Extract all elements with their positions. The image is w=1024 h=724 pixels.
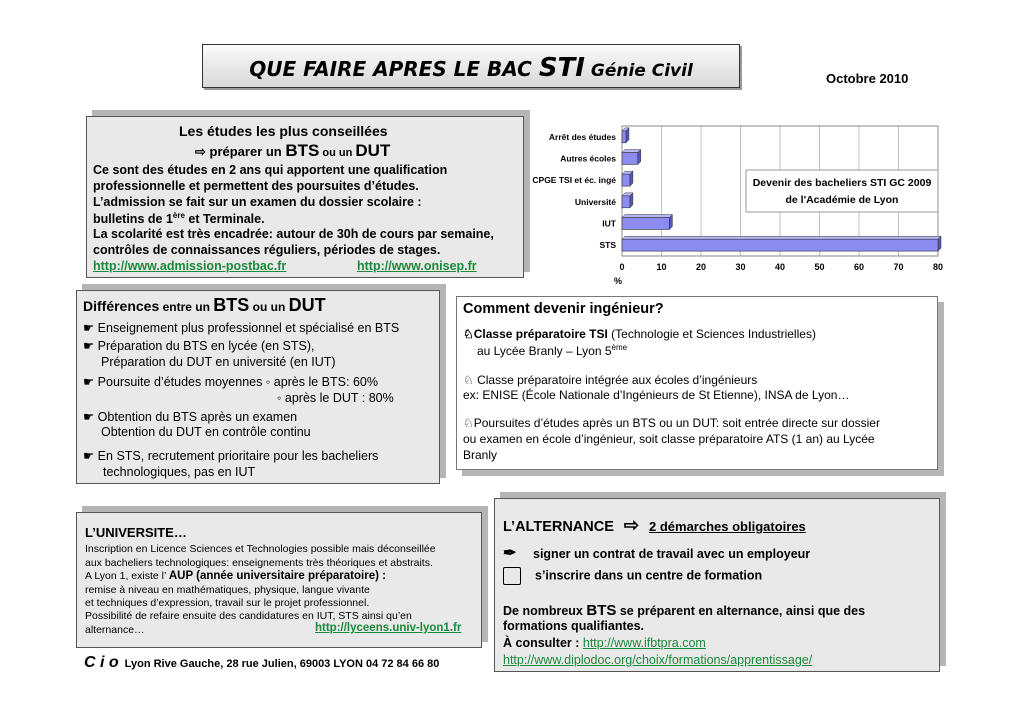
differences-item-5b: technologiques, pas en IUT [103,465,256,479]
differences-item-4a: ☛ Obtention du BTS après un examen [83,410,298,424]
bar-5 [622,239,938,251]
bar-side [630,193,633,208]
page-title [203,53,739,83]
universite-line-2: aux bacheliers technologiques: enseignements très théoriques et abstraits. [85,557,433,569]
category-label: Autres écoles [560,153,616,164]
universite-line-5: et techniques d’expression, travail sur le projet professionnel. [85,597,370,609]
title-text-3: Génie Civil [584,61,693,81]
ingenieur-item-3b: ou examen en école d’ingénieur, soit classe préparatoire ATS (1 an) au Lycée [463,432,875,446]
chart-title-line-1: Devenir des bacheliers STI GC 2009 [752,177,932,189]
alternance-text-2: formations qualifiantes. [503,619,644,633]
title-banner [202,44,740,88]
differences-item-4b: Obtention du DUT en contrôle continu [101,425,311,439]
diplodoc-link-row [503,653,812,667]
x-tick-label: 60 [853,262,865,272]
bar-side [938,236,941,251]
etudes-panel [86,116,524,278]
alternance-title: L’ALTERNANCE ⇨ 2 démarches obligatoires [503,515,806,535]
alternance-step-1: ✒ signer un contrat de travail avec un employeur [503,545,811,562]
date-label: Octobre 2010 [826,71,909,86]
bar-1 [622,153,638,165]
bar-side [626,128,629,143]
bar-4 [622,218,669,230]
etudes-line-1: Ce sont des études en 2 ans qui apportent une qualification [93,163,448,177]
etudes-line-2: professionnelle et permettent des poursuites d’études. [93,179,419,193]
differences-item-2b: Préparation du DUT en université (en IUT) [101,355,336,369]
ingenieur-item-2b: ex: ENISE (École Nationale d’Ingénieurs de St Etienne), INSA de Lyon… [463,388,850,402]
title-text-sti: STI [538,53,585,83]
bar-0 [622,131,626,143]
ingenieur-item-1b: au Lycée Branly – Lyon 5ème [477,343,628,358]
differences-item-2a: ☛ Préparation du BTS en lycée (en STS), [83,339,315,353]
etudes-line-5: La scolarité est très encadrée: autour de 30h de cours par semaine, [93,227,494,241]
ingenieur-item-2: ♘ Classe préparatoire intégrée aux écoles d’ingénieurs [463,373,758,387]
differences-item-5a: ☛ En STS, recrutement prioritaire pour les bacheliers [83,449,379,463]
ingenieur-item-3a: ♘Poursuites d’études après un BTS ou un DUT: soit entrée directe sur dossier [463,416,880,430]
x-tick-label: 30 [735,262,746,272]
bar-side [638,150,641,165]
category-label: Arrêt des études [548,131,616,142]
onisep-link[interactable]: http://www.onisep.fr [357,259,477,273]
bar-side [669,215,672,230]
category-label: STS [599,240,616,251]
ingenieur-title: Comment devenir ingénieur? [463,301,664,317]
alternance-panel [494,498,940,672]
admission-postbac-link[interactable]: http://www.admission-postbac.fr [93,259,287,273]
universite-line-4: remise à niveau en mathématiques, physique, langue vivante [85,584,370,596]
devenir-bar-chart [530,122,950,292]
x-tick-label: 70 [893,262,904,272]
universite-line-6: Possibilité de refaire ensuite des candidatures en IUT, STS ainsi qu’en [85,610,412,622]
ingenieur-item-1: ♘Classe préparatoire TSI (Technologie et Sciences Industrielles) [463,327,816,341]
etudes-line-4: bulletins de 1ère et Terminale. [93,211,265,227]
universite-panel [76,512,482,648]
category-label: Université [574,196,616,207]
bar-top [622,215,672,218]
bar-3 [622,196,630,208]
footer-address-text: Lyon Rive Gauche, 28 rue Julien, 69003 LYON 04 72 84 66 80 [124,658,440,670]
calendar-icon [503,567,521,585]
etudes-line-6: contrôles de connaissances réguliers, périodes de stages. [93,243,441,257]
x-tick-label: 20 [695,262,707,272]
x-tick-label: 50 [814,262,825,272]
ifbtpra-link[interactable]: http://www.ifbtpra.com [582,636,706,650]
ingenieur-item-3c: Branly [463,448,498,462]
x-tick-label: 80 [932,262,944,272]
x-tick-label: 0 [619,262,625,272]
chart-x-axis-label: % [614,276,623,286]
arrow-right-icon: ⇨ [623,515,639,535]
etudes-line-3: L’admission se fait sur un examen du dossier scolaire : [93,195,422,209]
differences-item-1: ☛ Enseignement plus professionnel et spécialisé en BTS [83,321,400,335]
alternance-step-2: s’inscrire dans un centre de formation [503,567,762,585]
differences-title: Différences entre un BTS ou un DUT [83,295,326,315]
universite-line-3: A Lyon 1, existe l’ AUP (année universitaire préparatoire) : [85,570,386,582]
differences-item-3a: ☛ Poursuite d’études moyennes ◦ après le BTS: 60% [83,375,378,389]
universite-line-1: Inscription en Licence Sciences et Technologies possible mais déconseillée [85,543,436,555]
lyceens-univ-lyon1-link[interactable]: http://lyceens.univ-lyon1.fr [315,622,462,634]
ingenieur-panel [456,296,938,470]
bar-top [622,236,941,239]
footer-address [84,654,439,672]
category-label: IUT [602,218,616,229]
alternance-consult: À consulter : http://www.ifbtpra.com [503,636,706,650]
title-text-1: QUE FAIRE APRES LE BAC [249,57,539,81]
etudes-title: Les études les plus conseillées [179,123,388,139]
x-tick-label: 10 [656,262,667,272]
cio-logo: C i o [84,654,119,671]
universite-line-7: alternance… [85,624,145,636]
diplodoc-link[interactable]: http://www.diplodoc.org/choix/formations/apprentissage/ [503,653,813,667]
etudes-subtitle: ⇨ préparer un BTS ou un DUT [195,141,391,160]
bar-side [630,171,633,186]
differences-panel [76,290,440,484]
category-label: CPGE TSI et éc. ingé [532,175,616,186]
x-tick-label: 40 [774,262,786,272]
bar-2 [622,174,630,186]
pen-icon: ✒ [503,545,517,562]
universite-title: L’UNIVERSITE… [85,525,187,540]
chart-title-line-2: de l'Académie de Lyon [785,194,899,206]
alternance-text-1: De nombreux BTS se préparent en alternance, ainsi que des [503,602,866,619]
differences-item-3b: ◦ après le DUT : 80% [277,391,394,405]
